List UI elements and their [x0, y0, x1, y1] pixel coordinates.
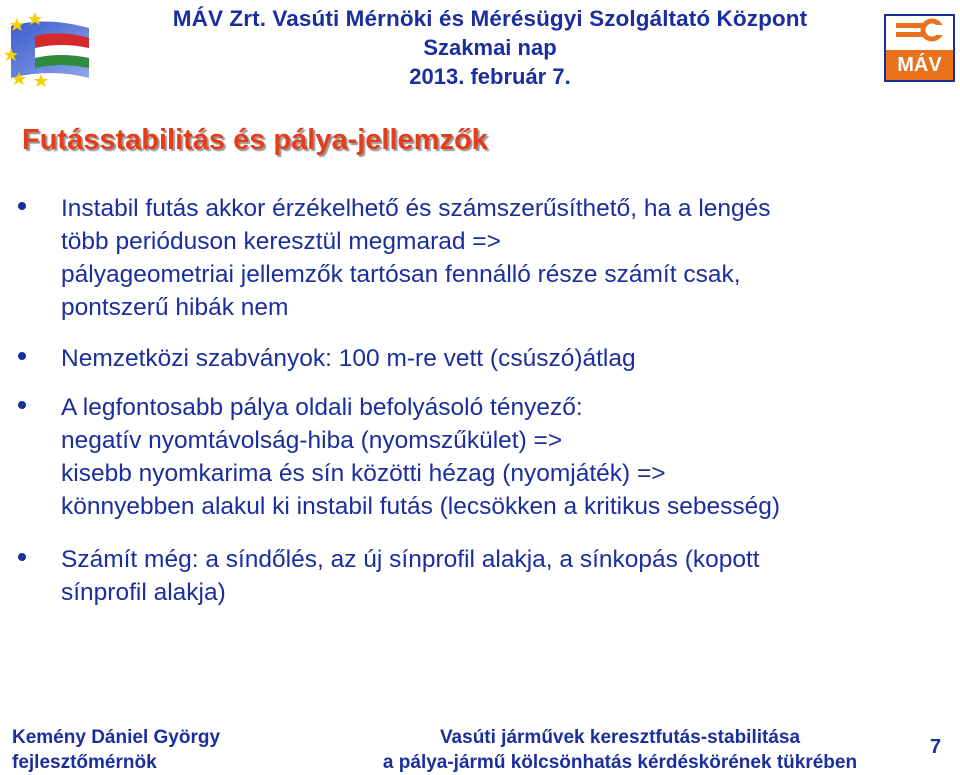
hungary-eu-flag-logo	[5, 8, 93, 88]
bullet-icon	[18, 401, 26, 409]
mav-logo	[884, 14, 955, 82]
topic-line-1: Vasúti járművek keresztfutás-stabilitása	[439, 727, 801, 748]
presenter-role: fejlesztőmérnök	[12, 752, 157, 773]
presentation-topic	[320, 725, 920, 775]
presenter-info	[12, 725, 220, 775]
bullet-icon	[18, 553, 26, 561]
conference-header	[100, 4, 880, 91]
list-item: Nemzetközi szabványok: 100 m-re vett (csúszó)átlag	[18, 342, 948, 375]
slide-footer	[0, 725, 960, 775]
topic-line-2: a pálya-jármű kölcsönhatás kérdéskörének tükrében	[382, 752, 858, 773]
event-name: Szakmai nap	[423, 35, 557, 60]
slide-title: Futásstabilitás és pálya-jellemzők	[22, 124, 488, 156]
list-item: A legfontosabb pálya oldali befolyásoló tényező: negatív nyomtávolság-hiba (nyomszűkület) => kisebb nyomkarima és sín közötti hézag (nyomjáték) => könnyebben alakul ki instabil futás (lecsökken a kritikus sebesség)	[18, 391, 948, 523]
page-number: 7	[930, 736, 942, 758]
mav-logo-text: MÁV	[886, 50, 953, 80]
presenter-name: Kemény Dániel György	[12, 727, 221, 748]
bullet-icon	[18, 352, 26, 360]
list-item: Instabil futás akkor érzékelhető és számszerűsíthető, ha a lengés több perióduson keresztül megmarad => pályageometriai jellemzők tartósan fennálló része számít csak, pontszerű hibák nem	[18, 192, 948, 324]
organizer-name: MÁV Zrt. Vasúti Mérnöki és Mérésügyi Szolgáltató Központ	[172, 6, 808, 31]
list-item: Számít még: a síndőlés, az új sínprofil alakja, a sínkopás (kopott sínprofil alakja)	[18, 543, 948, 609]
bullet-icon	[18, 202, 26, 210]
mav-emblem-icon	[886, 16, 953, 50]
bullet-list	[18, 192, 948, 609]
event-date: 2013. február 7.	[409, 64, 571, 89]
